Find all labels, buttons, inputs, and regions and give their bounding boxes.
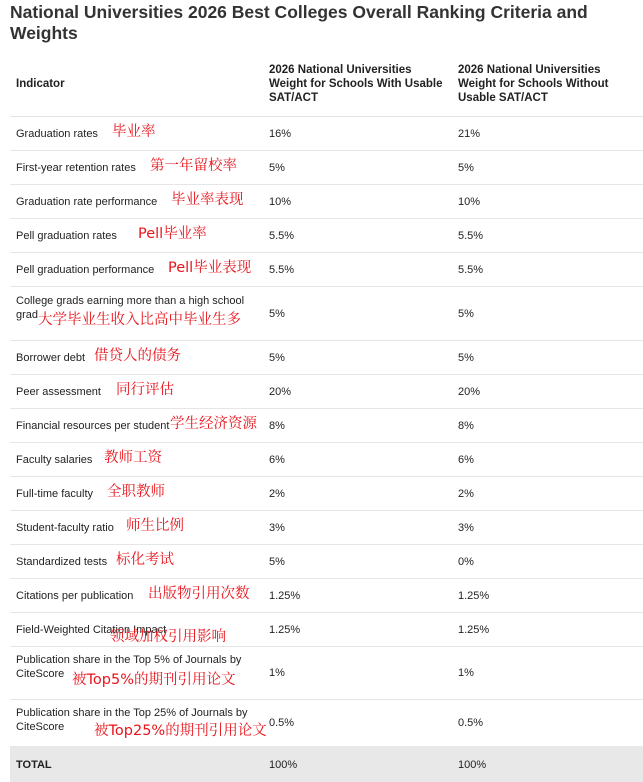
weight-without-sat: 5.5% — [452, 219, 643, 253]
weight-without-sat: 0% — [452, 545, 643, 579]
weight-without-sat: 1% — [452, 647, 643, 700]
total-row — [10, 747, 643, 782]
table-row — [10, 287, 643, 341]
weight-with-sat: 10% — [263, 185, 452, 219]
criteria-table — [10, 52, 643, 782]
indicator-cell — [10, 545, 263, 579]
indicator-cell — [10, 287, 263, 341]
weight-with-sat: 1.25% — [263, 579, 452, 613]
chinese-annotation: 毕业率表现 — [171, 193, 244, 207]
chinese-annotation: Pell毕业率 — [138, 227, 207, 241]
page-title: National Universities 2026 Best Colleges Overall Ranking Criteria and Weights — [10, 2, 635, 44]
chinese-annotation: 同行评估 — [116, 383, 174, 397]
weight-without-sat: 21% — [452, 117, 643, 151]
chinese-annotation: 被Top5%的期刊引用论文 — [72, 673, 235, 687]
indicator-label: Publication share in the Top 5% of Journals by CiteScore — [16, 654, 241, 680]
weight-with-sat: 5.5% — [263, 219, 452, 253]
indicator-cell — [10, 511, 263, 545]
weight-with-sat: 8% — [263, 409, 452, 443]
weight-without-sat: 6% — [452, 443, 643, 477]
weight-without-sat: 5.5% — [452, 253, 643, 287]
table-row — [10, 700, 643, 747]
indicator-label: Faculty salaries — [16, 454, 92, 466]
indicator-label: Pell graduation rates — [16, 230, 117, 242]
chinese-annotation: 毕业率 — [112, 125, 156, 139]
weight-with-sat: 5% — [263, 151, 452, 185]
weight-without-sat: 5% — [452, 151, 643, 185]
chinese-annotation: 学生经济资源 — [170, 417, 257, 431]
weight-with-sat: 5% — [263, 287, 452, 341]
weight-without-sat: 0.5% — [452, 700, 643, 747]
indicator-label: Graduation rate performance — [16, 196, 157, 208]
table-row — [10, 375, 643, 409]
chinese-annotation: 标化考试 — [116, 553, 174, 567]
weight-with-sat: 2% — [263, 477, 452, 511]
table-row — [10, 613, 643, 647]
weight-without-sat: 2% — [452, 477, 643, 511]
weight-with-sat: 0.5% — [263, 700, 452, 747]
indicator-cell — [10, 341, 263, 375]
chinese-annotation: 师生比例 — [126, 519, 184, 533]
indicator-cell — [10, 219, 263, 253]
weight-with-sat: 5.5% — [263, 253, 452, 287]
total-with-sat: 100% — [263, 747, 452, 782]
weight-without-sat: 5% — [452, 287, 643, 341]
chinese-annotation: 教师工资 — [104, 451, 162, 465]
weight-with-sat: 5% — [263, 341, 452, 375]
weight-with-sat: 1% — [263, 647, 452, 700]
weight-without-sat: 10% — [452, 185, 643, 219]
table-row — [10, 579, 643, 613]
chinese-annotation: 领域加权引用影响 — [110, 630, 226, 644]
indicator-label: Publication share in the Top 25% of Journals by CiteScore — [16, 707, 248, 733]
header-with-sat: 2026 National Universities Weight for Schools With Usable SAT/ACT — [263, 52, 452, 117]
indicator-cell — [10, 477, 263, 511]
table-row — [10, 511, 643, 545]
indicator-label: Borrower debt — [16, 352, 85, 364]
table-row — [10, 151, 643, 185]
indicator-label: Standardized tests — [16, 556, 107, 568]
table-row — [10, 443, 643, 477]
indicator-cell — [10, 409, 263, 443]
indicator-label: Financial resources per student — [16, 420, 169, 432]
indicator-label: Citations per publication — [16, 590, 133, 602]
weight-with-sat: 5% — [263, 545, 452, 579]
weight-with-sat: 1.25% — [263, 613, 452, 647]
table-row — [10, 185, 643, 219]
weight-without-sat: 5% — [452, 341, 643, 375]
weight-without-sat: 8% — [452, 409, 643, 443]
indicator-label: Pell graduation performance — [16, 264, 154, 276]
table-row — [10, 477, 643, 511]
indicator-cell — [10, 185, 263, 219]
table-row — [10, 253, 643, 287]
indicator-cell — [10, 613, 263, 647]
indicator-cell — [10, 700, 263, 747]
weight-without-sat: 1.25% — [452, 579, 643, 613]
weight-without-sat: 3% — [452, 511, 643, 545]
weight-without-sat: 20% — [452, 375, 643, 409]
header-without-sat: 2026 National Universities Weight for Schools Without Usable SAT/ACT — [452, 52, 643, 117]
indicator-label: Peer assessment — [16, 386, 101, 398]
indicator-label: Graduation rates — [16, 128, 98, 140]
total-label: TOTAL — [10, 747, 263, 782]
chinese-annotation: 借贷人的债务 — [94, 349, 181, 363]
indicator-cell — [10, 579, 263, 613]
total-without-sat: 100% — [452, 747, 643, 782]
indicator-label: Student-faculty ratio — [16, 522, 114, 534]
indicator-label: Field-Weighted Citation Impact — [16, 624, 166, 636]
chinese-annotation: Pell毕业表现 — [168, 261, 251, 275]
table-header-row — [10, 52, 643, 117]
weight-without-sat: 1.25% — [452, 613, 643, 647]
indicator-cell — [10, 375, 263, 409]
table-row — [10, 647, 643, 700]
weight-with-sat: 16% — [263, 117, 452, 151]
indicator-label: Full-time faculty — [16, 488, 93, 500]
table-row — [10, 117, 643, 151]
indicator-cell — [10, 151, 263, 185]
indicator-cell — [10, 253, 263, 287]
table-row — [10, 545, 643, 579]
chinese-annotation: 大学毕业生收入比高中毕业生多 — [38, 313, 241, 327]
weight-with-sat: 3% — [263, 511, 452, 545]
table-row — [10, 341, 643, 375]
chinese-annotation: 第一年留校率 — [150, 159, 237, 173]
chinese-annotation: 出版物引用次数 — [148, 587, 250, 601]
indicator-label: College grads earning more than a high school grad — [16, 295, 244, 321]
indicator-label: First-year retention rates — [16, 162, 136, 174]
chinese-annotation: 被Top25%的期刊引用论文 — [94, 724, 267, 738]
indicator-cell — [10, 443, 263, 477]
table-row — [10, 219, 643, 253]
weight-with-sat: 6% — [263, 443, 452, 477]
header-indicator: Indicator — [10, 52, 263, 117]
indicator-cell — [10, 117, 263, 151]
chinese-annotation: 全职教师 — [107, 485, 165, 499]
weight-with-sat: 20% — [263, 375, 452, 409]
table-row — [10, 409, 643, 443]
indicator-cell — [10, 647, 263, 700]
